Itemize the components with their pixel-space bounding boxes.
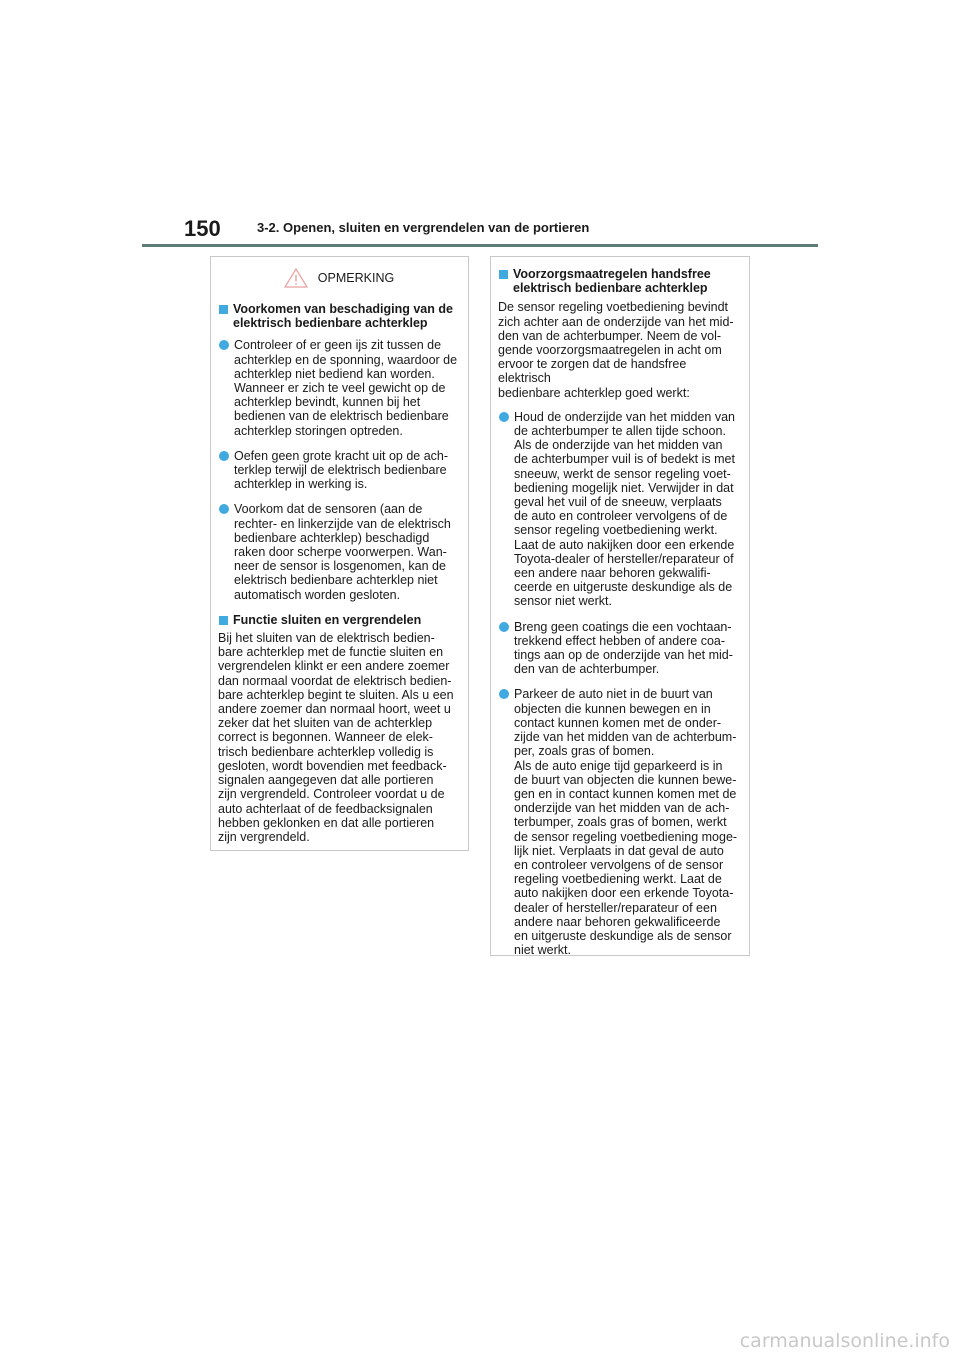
list-item-text: Parkeer de auto niet in de buurt van objecten die kunnen bewegen en in contact kunnen komen met de onder- zijde van het midden van de achterbum- per, zoals gras of bomen. Als de auto enige tijd geparkeerd is in de buurt van objecten die kunnen bewe- gen en in contact kunnen komen met de onderzijde van het midden van de ach- terbumper, zoals gras of bomen, werkt de sensor regeling voetbediening moge- lijk niet. Verplaats in dat geval de auto en controleer vervolgens of de sensor regeling voetbediening werkt. Laat de auto nakijken door een erkende Toyota- dealer of hersteller/reparateur of een andere naar behoren gekwalificeerde en uitgeruste deskundige als de sensor niet werkt. [514,687,738,958]
circle-bullet-icon [499,412,509,422]
intro-paragraph: De sensor regeling voetbediening bevindt zich achter aan de onderzijde van het mid- den van de achterbumper. Neem de vol- gende voorzorgsmaatregelen in acht om ervoor te zorgen dat de handsfree elektrisch bedienbare achterklep goed werkt: [498,300,734,400]
list-item [218,449,460,492]
warning-triangle-icon [284,268,308,288]
square-bullet-icon [219,305,228,314]
list-item-text: Voorkom dat de sensoren (aan de rechter- en linkerzijde van de elektrisch bedienbare achterklep) beschadigd raken door scherpe voorwerpen. Wan- neer de sensor is losgenomen, kan de elektrisch bedienbare achterklep niet automatisch worden gesloten. [234,502,451,602]
note-box [210,256,469,851]
page-header [142,212,818,248]
heading-text: Functie sluiten en vergrendelen [233,612,422,627]
square-bullet-icon [219,616,228,625]
paragraph: Bij het sluiten van de elektrisch bedien- bare achterklep met de functie sluiten en vergrendelen klinkt er een andere zoemer dan normaal voordat de elektrisch bedien- bare achterklep begint te sluiten. Als u een andere zoemer dan normaal hoort, weet u zeker dat het sluiten van de achterklep correct is begonnen. Wanneer de elek- trisch bedienbare achterklep volledig is gesloten, wordt bovendien met feedback- signalen aangegeven dat alle portieren zijn vergrendeld. Controleer voordat u de auto achterlaat of de feedbacksignalen hebben geklonken en dat alle portieren zijn vergrendeld. [218,631,454,844]
list-item-text: Breng geen coatings die een vochtaan- trekkend effect hebben of andere coa- tings aan op de onderzijde van het mid- den van de achterbumper. [514,619,733,677]
list-item [218,338,460,437]
section-heading [498,267,741,295]
list-item-text: Houd de onderzijde van het midden van de achterbumper te allen tijde schoon. Als de onderzijde van het midden van de achterbumper vuil is of bedekt is met sneeuw, werkt de sensor regeling voet- bediening mogelijk niet. Verwijder in dat geval het vuil of de sneeuw, verplaats de auto en controleer vervolgens of de sensor regeling voetbediening werkt. Laat de auto nakijken door een erkende Toyota-dealer of hersteller/reparateur of een andere naar behoren gekwalifi- ceerde en uitgeruste deskundige als de sensor niet werkt. [514,409,735,609]
header-rule [142,244,818,247]
heading-text: Voorkomen van beschadiging van de elektrisch bedienbare achterklep [233,302,453,331]
precautions-box [490,256,750,956]
section-heading [218,613,460,627]
note-label: OPMERKING [317,270,395,285]
list-item [498,687,741,957]
list-item [218,502,460,601]
list-item-text: Oefen geen grote kracht uit op de ach- terklep terwijl de elektrisch bedienbare achterklep in werking is. [234,448,449,492]
list-item [498,410,741,609]
list-item [498,620,741,677]
circle-bullet-icon [219,340,229,350]
note-header [218,268,460,288]
circle-bullet-icon [499,622,509,632]
page-number: 150 [184,216,221,241]
square-bullet-icon [499,270,508,279]
section-title: 3-2. Openen, sluiten en vergrendelen van de portieren [257,220,590,235]
watermark: carmanualsonline.info [739,1330,950,1352]
heading-text: Voorzorgsmaatregelen handsfree elektrisch bedienbare achterklep [513,267,711,296]
circle-bullet-icon [219,451,229,461]
circle-bullet-icon [499,689,509,699]
list-item-text: Controleer of er geen ijs zit tussen de achterklep en de sponning, waardoor de achterklep niet bediend kan worden. Wanneer er zich te veel gewicht op de achterklep bevindt, kunnen bij het bedienen van de elektrisch bedienbare achterklep storingen optreden. [234,338,458,438]
circle-bullet-icon [219,504,229,514]
section-heading [218,302,460,330]
